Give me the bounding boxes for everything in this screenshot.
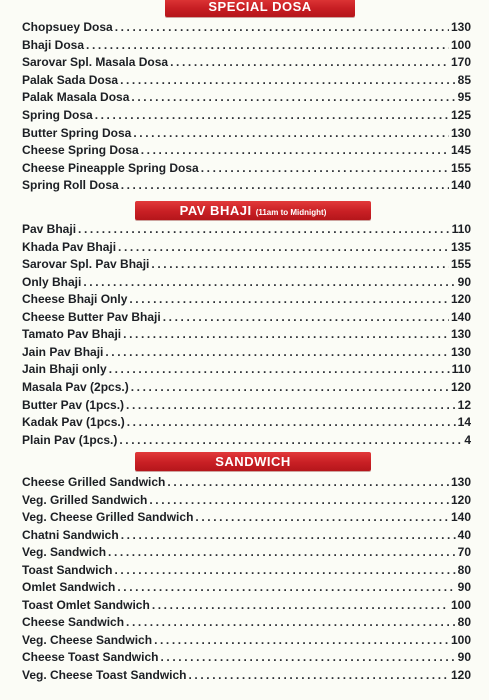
menu-item-row xyxy=(22,614,471,631)
menu-item-name: Veg. Cheese Toast Sandwich xyxy=(22,668,187,682)
dot-leader xyxy=(123,326,449,343)
pav-bhaji-section-title: PAV BHAJI xyxy=(179,203,252,218)
dot-leader xyxy=(115,19,449,36)
menu-item-price: 100 xyxy=(450,38,471,52)
menu-item-price: 120 xyxy=(450,380,471,394)
menu-item-name: Sarovar Spl. Masala Dosa xyxy=(22,55,169,69)
dot-leader xyxy=(109,361,450,378)
dot-leader xyxy=(131,89,455,106)
dot-leader xyxy=(105,344,449,361)
menu-item-name: Toast Omlet Sandwich xyxy=(22,598,150,612)
menu-item-price: 80 xyxy=(457,615,471,629)
menu-item-name: Omlet Sandwich xyxy=(22,580,116,594)
menu-item-name: Plain Pav (1pcs.) xyxy=(22,433,118,447)
menu-item-name: Veg. Cheese Grilled Sandwich xyxy=(22,510,194,524)
menu-item-row xyxy=(22,344,471,361)
dot-leader xyxy=(83,274,455,291)
menu-item-price: 100 xyxy=(450,633,471,647)
menu-item-name: Spring Roll Dosa xyxy=(22,178,119,192)
menu-item-name: Sarovar Spl. Pav Bhaji xyxy=(22,257,150,271)
pav-bhaji-section-banner xyxy=(135,201,371,220)
menu-item-name: Palak Sada Dosa xyxy=(22,73,119,87)
menu-item-price: 130 xyxy=(450,475,471,489)
dot-leader xyxy=(114,562,455,579)
menu-item-row xyxy=(22,107,471,124)
menu-item-name: Chopsuey Dosa xyxy=(22,20,113,34)
menu-item-name: Veg. Grilled Sandwich xyxy=(22,493,148,507)
menu-item-price: 140 xyxy=(450,510,471,524)
menu-item-name: Cheese Pineapple Spring Dosa xyxy=(22,161,199,175)
menu-item-price: 130 xyxy=(450,327,471,341)
dot-leader xyxy=(118,239,449,256)
dot-leader xyxy=(95,107,449,124)
menu-item-row xyxy=(22,291,471,308)
menu-item-name: Palak Masala Dosa xyxy=(22,90,130,104)
menu-item-price: 155 xyxy=(450,161,471,175)
menu-item-price: 12 xyxy=(457,398,471,412)
menu-item-price: 125 xyxy=(450,108,471,122)
dot-leader xyxy=(120,72,456,89)
dot-leader xyxy=(170,54,449,71)
menu-item-price: 14 xyxy=(457,415,471,429)
menu-item-row xyxy=(22,274,471,291)
pav-bhaji-section-note: (11am to Midnight) xyxy=(255,208,327,217)
dot-leader xyxy=(117,579,455,596)
menu-item-price: 90 xyxy=(457,275,471,289)
menu-item-price: 100 xyxy=(450,598,471,612)
menu-item-row xyxy=(22,379,471,396)
menu-item-row xyxy=(22,125,471,142)
menu-item-price: 90 xyxy=(457,580,471,594)
menu-item-price: 130 xyxy=(450,126,471,140)
menu-item-row xyxy=(22,37,471,54)
menu-item-name: Spring Dosa xyxy=(22,108,93,122)
menu-item-row xyxy=(22,326,471,343)
dot-leader xyxy=(119,432,462,449)
menu-item-price: 135 xyxy=(450,240,471,254)
dot-leader xyxy=(121,527,456,544)
menu-item-row xyxy=(22,667,471,684)
menu-item-price: 40 xyxy=(457,528,471,542)
dot-leader xyxy=(133,125,449,142)
menu-item-price: 140 xyxy=(450,178,471,192)
menu-item-row xyxy=(22,492,471,509)
sandwich-section-banner xyxy=(135,452,371,471)
menu-item-price: 130 xyxy=(450,20,471,34)
dot-leader xyxy=(131,379,449,396)
menu-item-price: 120 xyxy=(450,493,471,507)
menu-item-row xyxy=(22,474,471,491)
menu-item-row xyxy=(22,239,471,256)
menu-item-price: 80 xyxy=(457,563,471,577)
menu-item-price: 145 xyxy=(450,143,471,157)
dot-leader xyxy=(167,474,449,491)
menu-item-row xyxy=(22,397,471,414)
menu-item-name: Masala Pav (2pcs.) xyxy=(22,380,129,394)
menu-item-name: Cheese Grilled Sandwich xyxy=(22,475,166,489)
menu-item-name: Veg. Sandwich xyxy=(22,545,107,559)
menu-item-row xyxy=(22,160,471,177)
menu-item-row xyxy=(22,54,471,71)
menu-item-name: Toast Sandwich xyxy=(22,563,113,577)
dot-leader xyxy=(108,544,456,561)
menu-item-row xyxy=(22,649,471,666)
menu-item-name: Kadak Pav (1pcs.) xyxy=(22,415,125,429)
menu-item-price: 85 xyxy=(457,73,471,87)
dot-leader xyxy=(149,492,449,509)
menu-item-row xyxy=(22,89,471,106)
menu-item-name: Chatni Sandwich xyxy=(22,528,119,542)
menu-item-price: 4 xyxy=(464,433,471,447)
menu-item-row xyxy=(22,19,471,36)
dot-leader xyxy=(163,309,449,326)
menu-item-row xyxy=(22,177,471,194)
menu-item-row xyxy=(22,632,471,649)
menu-item-row xyxy=(22,256,471,273)
menu-item-name: Cheese Spring Dosa xyxy=(22,143,139,157)
menu-item-price: 120 xyxy=(450,292,471,306)
menu-item-price: 110 xyxy=(451,222,471,236)
menu-item-row xyxy=(22,509,471,526)
menu-item-name: Butter Pav (1pcs.) xyxy=(22,398,125,412)
menu-item-row xyxy=(22,142,471,159)
dot-leader xyxy=(152,597,449,614)
menu-item-name: Only Bhaji xyxy=(22,275,82,289)
special-dosa-section-banner xyxy=(165,0,355,17)
menu-item-name: Cheese Sandwich xyxy=(22,615,125,629)
dot-leader xyxy=(141,142,449,159)
menu-item-name: Cheese Toast Sandwich xyxy=(22,650,159,664)
dot-leader xyxy=(121,177,449,194)
menu-item-row xyxy=(22,72,471,89)
dot-leader xyxy=(127,414,456,431)
sandwich-section-title: SANDWICH xyxy=(215,454,291,469)
menu-item-row xyxy=(22,361,471,378)
menu-item-name: Jain Bhaji only xyxy=(22,362,107,376)
menu-item-name: Cheese Bhaji Only xyxy=(22,292,128,306)
dot-leader xyxy=(160,649,455,666)
menu-item-row xyxy=(22,597,471,614)
menu-item-row xyxy=(22,544,471,561)
dot-leader xyxy=(151,256,449,273)
menu-item-name: Tamato Pav Bhaji xyxy=(22,327,122,341)
menu-item-price: 130 xyxy=(450,345,471,359)
menu-item-row xyxy=(22,432,471,449)
menu-item-name: Jain Pav Bhaji xyxy=(22,345,104,359)
menu-item-row xyxy=(22,579,471,596)
menu-item-row xyxy=(22,414,471,431)
dot-leader xyxy=(195,509,449,526)
menu-item-price: 140 xyxy=(450,310,471,324)
menu-item-price: 120 xyxy=(450,668,471,682)
dot-leader xyxy=(201,160,449,177)
menu-item-price: 90 xyxy=(457,650,471,664)
menu-item-row xyxy=(22,562,471,579)
dot-leader xyxy=(126,614,456,631)
dot-leader xyxy=(78,221,450,238)
menu-item-name: Cheese Butter Pav Bhaji xyxy=(22,310,161,324)
menu-item-price: 155 xyxy=(450,257,471,271)
menu-item-row xyxy=(22,527,471,544)
menu-item-row xyxy=(22,221,471,238)
dot-leader xyxy=(129,291,449,308)
menu-item-name: Bhaji Dosa xyxy=(22,38,85,52)
special-dosa-section-title: SPECIAL DOSA xyxy=(208,0,312,14)
dot-leader xyxy=(154,632,449,649)
dot-leader xyxy=(86,37,449,54)
menu-item-name: Khada Pav Bhaji xyxy=(22,240,117,254)
menu-item-name: Veg. Cheese Sandwich xyxy=(22,633,153,647)
menu-item-price: 95 xyxy=(457,90,471,104)
menu-item-price: 110 xyxy=(451,362,471,376)
menu-item-price: 170 xyxy=(450,55,471,69)
menu-item-row xyxy=(22,309,471,326)
menu-item-name: Butter Spring Dosa xyxy=(22,126,132,140)
dot-leader xyxy=(189,667,449,684)
menu-item-price: 70 xyxy=(457,545,471,559)
menu-item-name: Pav Bhaji xyxy=(22,222,77,236)
dot-leader xyxy=(126,397,456,414)
